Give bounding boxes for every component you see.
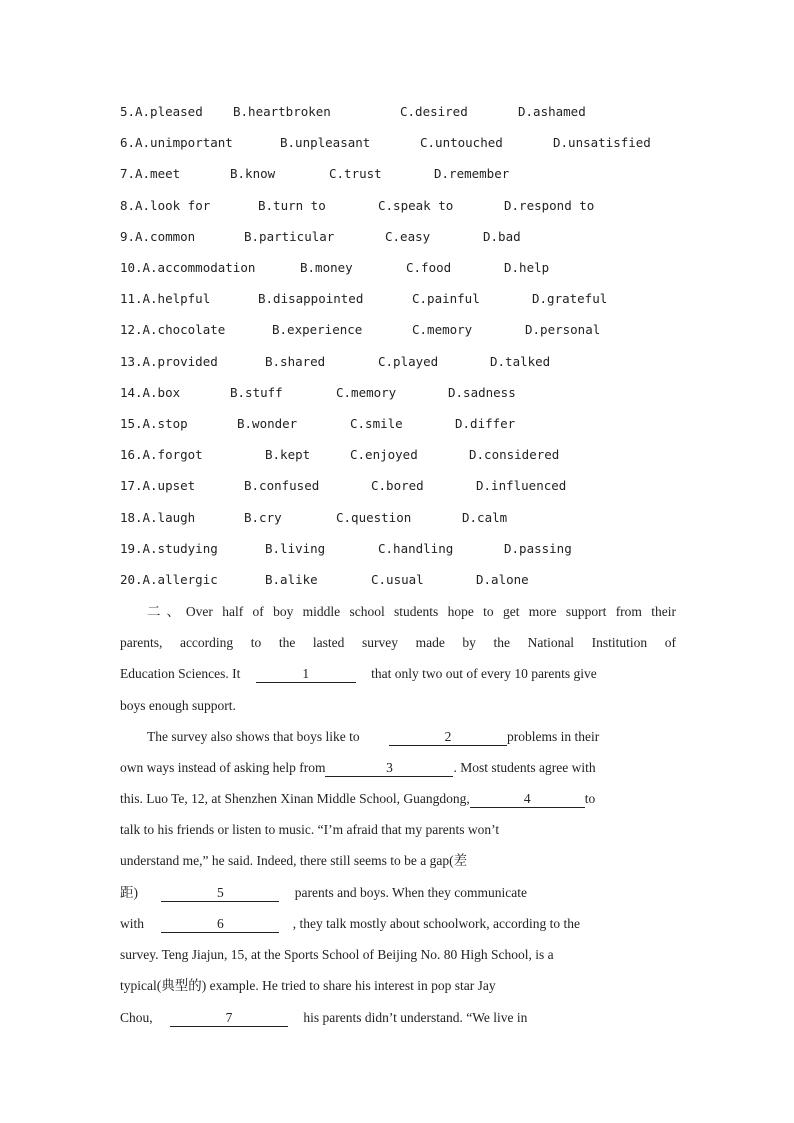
option-b: B.experience — [272, 322, 363, 338]
passage-line: 二、Over half of boy middle school students hope to get more support from their — [147, 604, 676, 619]
blank-4: 4 — [470, 791, 585, 808]
option-a: A.laugh — [142, 509, 196, 525]
option-d: D.unsatisfied — [553, 135, 651, 151]
option-b: B.living — [265, 540, 326, 556]
blank-3: 3 — [325, 760, 453, 777]
passage-text: own ways instead of asking help from — [120, 760, 326, 775]
option-a: A.box — [142, 384, 181, 400]
option-b: B.unpleasant — [280, 135, 371, 151]
option-d: D.calm — [462, 509, 508, 525]
option-b: B.heartbroken — [233, 104, 331, 119]
passage-line — [120, 883, 676, 903]
question-number: 15. — [120, 416, 143, 431]
option-c: C.memory — [336, 384, 397, 400]
option-d: D.ashamed — [518, 104, 586, 119]
passage-line — [147, 727, 676, 747]
option-a: A.pleased — [135, 104, 203, 119]
option-d: D.passing — [504, 540, 572, 556]
option-d: D.remember — [434, 166, 510, 182]
option-c: C.played — [378, 353, 439, 369]
blank-7: 7 — [170, 1010, 288, 1027]
passage-text: with — [120, 916, 145, 931]
passage-text: parents and boys. When they communicate — [294, 885, 527, 900]
passage-text: Education Sciences. It — [120, 666, 241, 681]
option-b: B.kept — [265, 447, 311, 463]
option-b: B.turn to — [258, 197, 326, 213]
question-number: 19. — [120, 540, 143, 556]
option-c: C.question — [336, 509, 412, 525]
option-d: D.personal — [525, 322, 601, 338]
option-c: C.easy — [385, 228, 431, 244]
passage-text: The survey also shows that boys like to — [147, 729, 360, 744]
passage-text: problems in their — [506, 729, 600, 744]
passage-line — [120, 664, 676, 684]
option-c: C.untouched — [420, 135, 503, 151]
option-b: B.money — [300, 260, 353, 275]
passage-line — [120, 789, 676, 809]
passage-line — [120, 914, 676, 934]
option-d: D.alone — [476, 572, 529, 587]
option-c: C.enjoyed — [350, 447, 418, 463]
option-c: C.food — [406, 260, 452, 275]
passage-text: his parents didn’t understand. “We live in — [303, 1010, 528, 1025]
passage-text: , they talk mostly about schoolwork, according to the — [292, 916, 580, 931]
passage-line: parents, according to the lasted survey made by the National Institution of — [120, 635, 676, 650]
blank-2: 2 — [389, 729, 507, 746]
passage-line: boys enough support. — [120, 698, 236, 713]
passage-line: survey. Teng Jiajun, 15, at the Sports School of Beijing No. 80 High School, is a — [120, 947, 554, 962]
option-b: B.confused — [244, 478, 320, 494]
option-b: B.particular — [244, 228, 335, 244]
option-d: D.differ — [455, 416, 516, 431]
passage-text: this. Luo Te, 12, at Shenzhen Xinan Middle School, Guangdong, — [120, 791, 470, 806]
option-a: A.allergic — [142, 572, 218, 587]
option-d: D.grateful — [532, 291, 608, 307]
passage-line: typical(典型的) example. He tried to share his interest in pop star Jay — [120, 978, 496, 993]
option-a: A.studying — [142, 540, 218, 556]
option-a: A.meet — [135, 166, 181, 182]
passage-line: understand me,” he said. Indeed, there still seems to be a gap(差 — [120, 853, 468, 868]
passage-text: to — [584, 791, 596, 806]
passage-text: Chou, — [120, 1010, 153, 1025]
option-c: C.smile — [350, 416, 403, 431]
option-a: A.forgot — [142, 447, 203, 463]
option-d: D.bad — [483, 228, 521, 244]
option-d: D.considered — [469, 447, 560, 463]
option-c: C.memory — [412, 322, 473, 338]
option-c: C.speak to — [378, 197, 454, 213]
option-d: D.talked — [490, 353, 551, 369]
question-number: 13. — [120, 353, 143, 369]
blank-1: 1 — [256, 666, 356, 683]
option-d: D.sadness — [448, 384, 516, 400]
option-d: D.influenced — [476, 478, 567, 494]
question-number: 20. — [120, 572, 143, 587]
option-d: D.respond to — [504, 197, 595, 213]
option-a: A.upset — [142, 478, 196, 494]
blank-5: 5 — [161, 885, 279, 902]
option-c: C.usual — [371, 572, 424, 587]
option-a: A.chocolate — [142, 322, 226, 338]
passage-line: talk to his friends or listen to music. “I’m afraid that my parents won’t — [120, 822, 500, 837]
passage-text: . Most students agree with — [453, 760, 596, 775]
passage-line — [120, 1008, 676, 1028]
option-b: B.shared — [265, 353, 326, 369]
question-number: 5. — [120, 104, 136, 119]
question-number: 16. — [120, 447, 143, 463]
question-number: 17. — [120, 478, 143, 494]
option-a: A.common — [135, 228, 196, 244]
blank-6: 6 — [161, 916, 279, 933]
option-b: B.stuff — [230, 384, 283, 400]
question-number: 12. — [120, 322, 143, 338]
option-a: A.stop — [142, 416, 188, 431]
question-number: 10. — [120, 260, 143, 275]
question-number: 11. — [120, 291, 143, 307]
passage-line — [120, 758, 676, 778]
option-d: D.help — [504, 260, 550, 275]
question-number: 8. — [120, 197, 136, 213]
option-b: B.disappointed — [258, 291, 364, 307]
question-number: 7. — [120, 166, 136, 182]
option-c: C.bored — [371, 478, 424, 494]
option-c: C.trust — [329, 166, 382, 182]
option-a: A.look for — [135, 197, 211, 213]
passage-text: that only two out of every 10 parents give — [371, 666, 597, 681]
option-c: C.handling — [378, 540, 454, 556]
option-c: C.desired — [400, 104, 468, 119]
option-c: C.painful — [412, 291, 480, 307]
option-b: B.wonder — [237, 416, 298, 431]
question-number: 6. — [120, 135, 136, 151]
question-number: 9. — [120, 228, 136, 244]
passage-text: 距) — [120, 885, 138, 900]
option-b: B.know — [230, 166, 276, 182]
option-a: A.accommodation — [142, 260, 256, 275]
question-number: 14. — [120, 384, 143, 400]
option-a: A.helpful — [142, 291, 211, 307]
option-a: A.unimportant — [135, 135, 233, 151]
option-b: B.cry — [244, 509, 282, 525]
option-a: A.provided — [142, 353, 218, 369]
option-b: B.alike — [265, 572, 318, 587]
question-number: 18. — [120, 509, 143, 525]
